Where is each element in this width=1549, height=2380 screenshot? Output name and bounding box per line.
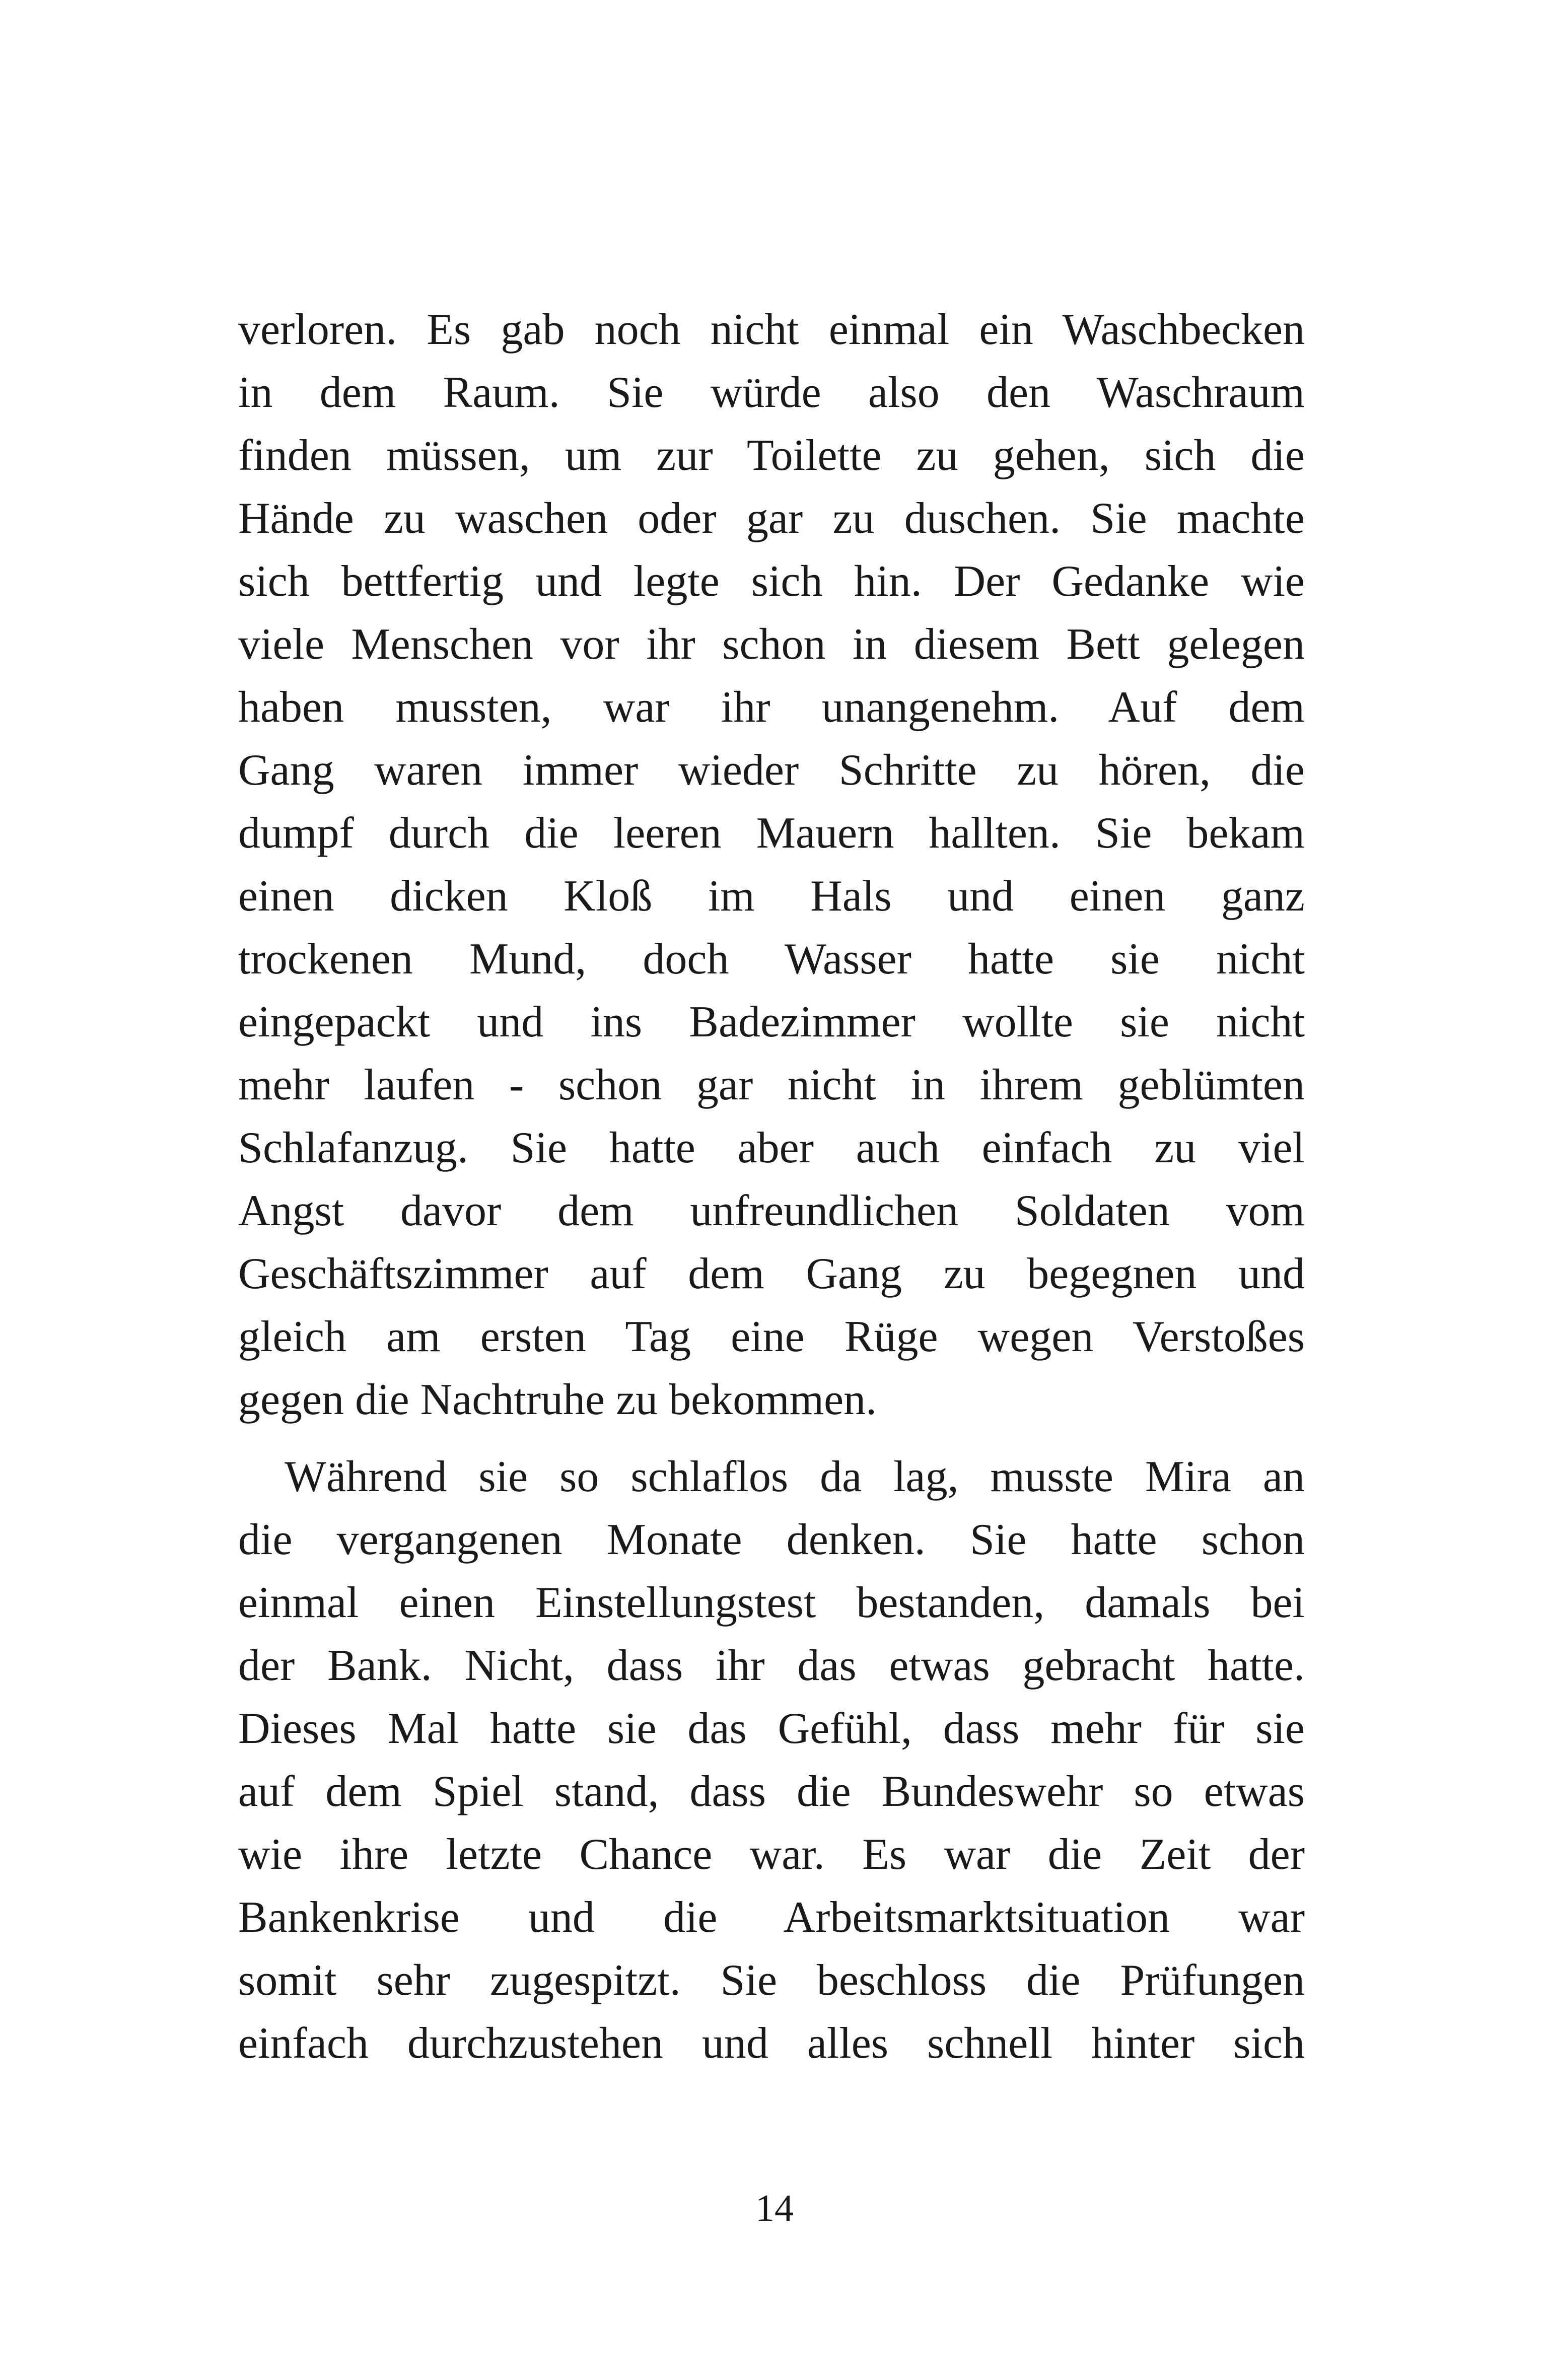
- text-line: in dem Raum. Sie würde also den Waschraum: [238, 368, 1305, 417]
- text-line: verloren. Es gab noch nicht einmal ein Waschbecken: [238, 305, 1305, 354]
- text-line: Bankenkrise und die Arbeitsmarktsituation war: [238, 1893, 1305, 1942]
- text-line: Hände zu waschen oder gar zu duschen. Sie machte: [238, 494, 1305, 543]
- body-text: [238, 298, 1305, 2075]
- text-line: Dieses Mal hatte sie das Gefühl, dass mehr für sie: [238, 1704, 1305, 1753]
- paragraph: [238, 298, 1305, 1431]
- text-line: der Bank. Nicht, dass ihr das etwas gebracht hatte.: [238, 1641, 1305, 1690]
- text-line: haben mussten, war ihr unangenehm. Auf dem: [238, 683, 1305, 732]
- text-line: einfach durchzustehen und alles schnell hinter sich: [238, 2019, 1305, 2068]
- text-line: trockenen Mund, doch Wasser hatte sie nicht: [238, 935, 1305, 984]
- text-line: gleich am ersten Tag eine Rüge wegen Verstoßes: [238, 1312, 1305, 1361]
- text-line: einmal einen Einstellungstest bestanden, damals bei: [238, 1578, 1305, 1627]
- text-line: Angst davor dem unfreundlichen Soldaten vom: [238, 1186, 1305, 1235]
- page-number: 14: [755, 2187, 794, 2229]
- text-line: wie ihre letzte Chance war. Es war die Zeit der: [238, 1830, 1305, 1879]
- text-line: dumpf durch die leeren Mauern hallten. Sie bekam: [238, 809, 1305, 858]
- text-line: mehr laufen - schon gar nicht in ihrem geblümten: [238, 1061, 1305, 1109]
- text-line: auf dem Spiel stand, dass die Bundeswehr so etwas: [238, 1767, 1305, 1816]
- text-line: Geschäftszimmer auf dem Gang zu begegnen und: [238, 1249, 1305, 1298]
- text-line: Schlafanzug. Sie hatte aber auch einfach zu viel: [238, 1124, 1305, 1172]
- text-line: somit sehr zugespitzt. Sie beschloss die Prüfungen: [238, 1956, 1305, 2005]
- paragraph: [238, 1445, 1305, 2075]
- paragraph-gap: [238, 1431, 1305, 1445]
- text-line: einen dicken Kloß im Hals und einen ganz: [238, 872, 1305, 921]
- text-line: die vergangenen Monate denken. Sie hatte schon: [238, 1515, 1305, 1564]
- text-line: finden müssen, um zur Toilette zu gehen, sich die: [238, 431, 1305, 480]
- text-line: Gang waren immer wieder Schritte zu hören, die: [238, 746, 1305, 795]
- text-line: sich bettfertig und legte sich hin. Der Gedanke wie: [238, 557, 1305, 606]
- text-line: gegen die Nachtruhe zu bekommen.: [238, 1375, 877, 1424]
- text-line: Während sie so schlaflos da lag, musste Mira an: [285, 1452, 1305, 1501]
- text-line: viele Menschen vor ihr schon in diesem Bett gelegen: [238, 620, 1305, 669]
- text-line: eingepackt und ins Badezimmer wollte sie nicht: [238, 998, 1305, 1046]
